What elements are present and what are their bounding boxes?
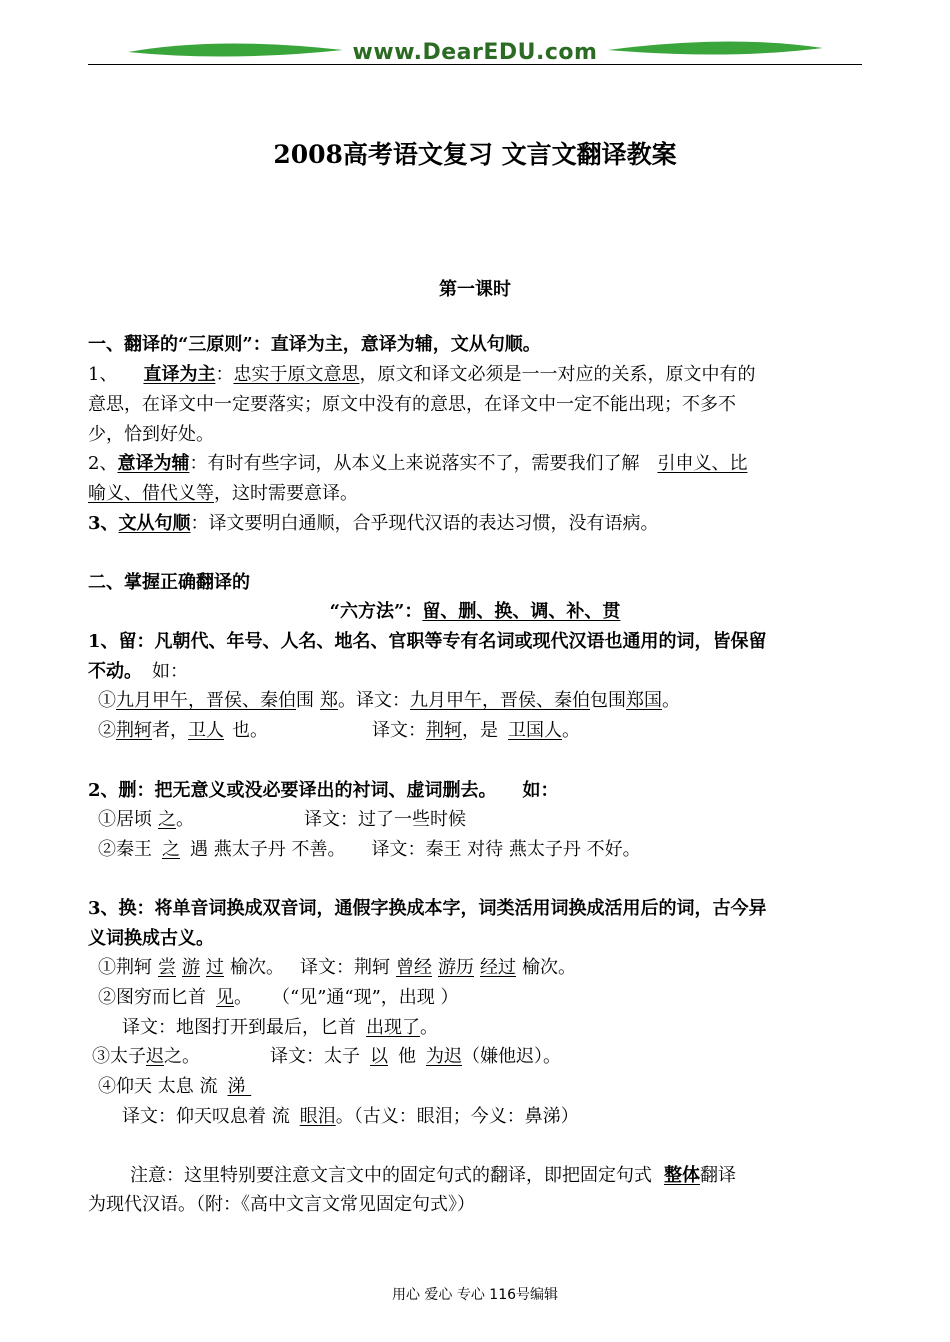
text: 他 [398, 1046, 416, 1067]
example-number: ② [98, 720, 116, 741]
text: ，这时需要意译。 [214, 483, 358, 504]
text: 。 [420, 1017, 438, 1038]
method-2-example-2 [98, 838, 641, 862]
example-number: ② [98, 839, 116, 860]
lesson-heading: 第一课时 [439, 279, 511, 300]
underlined-text: 迟 [146, 1046, 164, 1067]
text: 。 [562, 720, 580, 741]
text: 如： [152, 661, 188, 682]
text: 荆轲 [116, 957, 152, 978]
method-2-example-1 [98, 808, 466, 832]
text: 。译文： [338, 690, 410, 711]
underlined-text: 眼泪 [299, 1106, 336, 1127]
text: 译文：仰天叹息着 流 [122, 1106, 290, 1127]
text: ，原文和译文必须是一一对应的关系，原文中有的 [359, 364, 756, 385]
text: 译文：太子 [270, 1046, 360, 1067]
underlined-text: 荆轲 [426, 720, 462, 741]
underlined-text: 卫国人 [508, 720, 562, 741]
underlined-text: 忠实于原文意思 [233, 364, 360, 385]
example-number: ① [98, 957, 116, 978]
method-3-line-1: 3、换：将单音词换成双音词，通假字换成本字，词类活用词换成活用后的词，古今异 [88, 898, 767, 919]
note-line-2: 为现代汉语。（附：《高中文言文常见固定句式》） [88, 1194, 475, 1215]
text: 2、删：把无意义或没必要译出的衬词、虚词删去。 [88, 780, 497, 801]
text: ，是 [462, 720, 498, 741]
header-banner [88, 34, 862, 74]
example-number: ② [98, 987, 116, 1008]
underlined-text: 曾经 [396, 957, 432, 978]
text: 图穷而匕首 [116, 987, 206, 1008]
method-3-example-2-translation [122, 1016, 438, 1040]
underlined-text: 尝 [158, 957, 176, 978]
text: 也。 [232, 720, 268, 741]
example-number: ① [98, 809, 116, 830]
text: 不动。 [88, 661, 142, 682]
note-line-1 [130, 1164, 736, 1188]
text: （“见”通“现”，出现 ） [272, 987, 459, 1008]
text: 秦王 [116, 839, 152, 860]
text: ：有时有些字词，从本义上来说落实不了，需要我们了解 [189, 453, 640, 474]
colon: ： [215, 364, 234, 385]
text: 包围 [590, 690, 626, 711]
six-methods-line [0, 600, 950, 624]
example-number: ① [98, 690, 116, 711]
method-3-example-2 [98, 986, 459, 1010]
principle-term: 文从句顺 [118, 513, 191, 534]
method-3-example-4 [98, 1075, 255, 1099]
method-1-line-1: 1、留：凡朝代、年号、人名、地名、官职等专有名词或现代汉语也通用的词，皆保留 [88, 631, 767, 652]
method-3-example-3 [92, 1045, 561, 1069]
principle-1-line-1 [88, 363, 755, 387]
underlined-text: 涕 [227, 1076, 246, 1097]
header-rule [88, 64, 862, 65]
underlined-text: 郑国 [626, 690, 662, 711]
principle-1-line-2: 意思，在译文中一定要落实；原文中没有的意思，在译文中一定不能出现；不多不 [88, 394, 736, 415]
principle-term: 意译为辅 [117, 453, 190, 474]
underlined-text: 之 [162, 839, 180, 860]
text: 译文：过了一些时候 [304, 809, 466, 830]
section-2-heading: 二、掌握正确翻译的 [88, 572, 250, 593]
underlined-text: 过 [206, 957, 224, 978]
principle-1-line-3: 少，恰到好处。 [88, 424, 214, 445]
underlined-text: 郑 [320, 690, 338, 711]
methods-list: 留、删、换、调、补、贯 [422, 601, 621, 622]
underlined-text: 游历 [438, 957, 474, 978]
text: （嫌他迟）。 [462, 1046, 561, 1067]
method-2-line [88, 779, 559, 803]
underlined-text: 游 [182, 957, 200, 978]
method-1-example-1 [98, 689, 680, 713]
text: 注意：这里特别要注意文言文中的固定句式的翻译，即把固定句式 [130, 1165, 652, 1186]
text: 围 [296, 690, 314, 711]
principle-3-line [88, 512, 659, 536]
text: 翻译 [700, 1165, 736, 1186]
text: ：译文要明白通顺，合乎现代汉语的表达习惯，没有语病。 [190, 513, 659, 534]
text: 之。 [164, 1046, 200, 1067]
method-1-line-2 [88, 660, 188, 684]
text: 译文：荆轲 [300, 957, 390, 978]
text: 。 [662, 690, 680, 711]
underlined-text: 卫人 [188, 720, 224, 741]
text: 榆次。 [230, 957, 284, 978]
list-number: 3、 [88, 513, 119, 534]
text: 。 [234, 987, 252, 1008]
text: 如： [522, 780, 559, 801]
text: 居顷 [116, 809, 152, 830]
method-3-example-4-translation [122, 1105, 579, 1129]
text: 。 [176, 809, 194, 830]
text: 太子 [110, 1046, 146, 1067]
example-number: ③ [92, 1046, 110, 1067]
underlined-text: 九月甲午，晋侯、秦伯 [116, 690, 296, 711]
underlined-text: 荆轲 [116, 720, 152, 741]
text: 榆次。 [522, 957, 576, 978]
text: 者， [152, 720, 188, 741]
text: 。（古义：眼泪；今义：鼻涕） [335, 1106, 579, 1127]
document-title: 2008高考语文复习 文言文翻译教案 [273, 140, 677, 169]
underlined-text: 为迟 [426, 1046, 462, 1067]
page-footer: 用心 爱心 专心 116号编辑 [391, 1287, 559, 1303]
principle-term: 直译为主 [143, 364, 216, 385]
text: “六方法”： [329, 601, 423, 622]
site-logo-text: www.DearEDU.com [352, 40, 598, 65]
underlined-text: 出现了 [366, 1017, 420, 1038]
method-3-line-2: 义词换成古义。 [88, 928, 214, 949]
underlined-text: 九月甲午，晋侯、秦伯 [410, 690, 590, 711]
underlined-text: 引申义、比 [657, 453, 748, 474]
method-3-example-1 [98, 956, 576, 980]
list-number: 2、 [88, 453, 118, 474]
underlined-text: 见 [216, 987, 234, 1008]
principle-2-line-2 [88, 482, 358, 506]
principle-2-line-1 [88, 452, 747, 476]
underlined-text: 经过 [480, 957, 516, 978]
underlined-text: 以 [370, 1046, 388, 1067]
text: 仰天 太息 流 [116, 1076, 218, 1097]
underlined-text: 之 [158, 809, 176, 830]
example-number: ④ [98, 1076, 116, 1097]
underlined-text: 喻义、借代义等 [88, 483, 214, 504]
text: 译文：秦王 对待 燕太子丹 不好。 [371, 839, 641, 860]
text: 遇 燕太子丹 不善。 [190, 839, 346, 860]
method-1-example-2 [98, 719, 580, 743]
text: 译文：地图打开到最后，匕首 [122, 1017, 356, 1038]
emphasized-term: 整体 [664, 1165, 700, 1186]
list-number: 1、 [88, 364, 118, 385]
text: 译文： [372, 720, 426, 741]
section-1-heading: 一、翻译的“三原则”：直译为主，意译为辅，文从句顺。 [88, 334, 541, 355]
